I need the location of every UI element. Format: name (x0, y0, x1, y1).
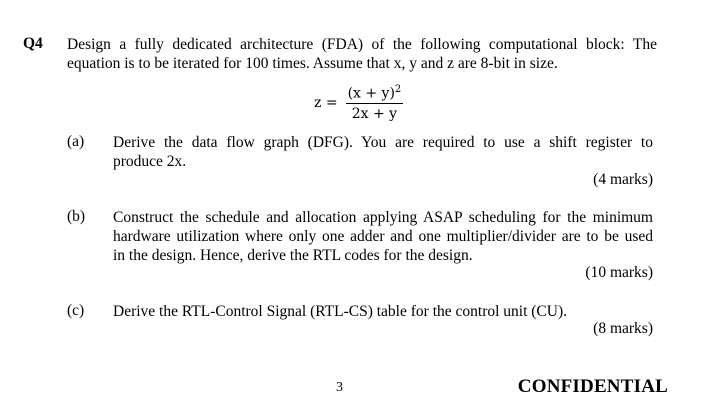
equation-numerator (346, 84, 404, 105)
part-b-line: Construct the schedule and allocation applying ASAP scheduling for the minimum (113, 209, 653, 226)
part-c-label: (c) (67, 302, 85, 319)
equation-exponent: 2 (394, 83, 402, 95)
part-b-line: in the design. Hence, derive the RTL codes for the design. (113, 247, 473, 264)
equation-lhs: z = (314, 95, 338, 111)
question-number: Q4 (23, 35, 43, 52)
part-a-label: (a) (67, 133, 85, 150)
part-c-line: Derive the RTL-Control Signal (RTL-CS) table for the control unit (CU). (113, 303, 568, 320)
question-intro (67, 35, 657, 73)
page-number: 3 (336, 380, 343, 395)
part-a-text (113, 133, 653, 171)
part-b-text (113, 208, 653, 265)
equation (314, 82, 403, 124)
part-c-text (113, 302, 653, 321)
part-a-line: Derive the data flow graph (DFG). You are required to use a shift register to (113, 134, 653, 151)
confidential-label: CONFIDENTIAL (517, 376, 668, 397)
equation-denominator: 2x + y (351, 106, 398, 123)
part-b-marks: (10 marks) (585, 264, 653, 281)
equation-numerator-base: (x + y) (347, 85, 395, 102)
part-a-marks: (4 marks) (593, 171, 653, 188)
part-b-label: (b) (67, 208, 86, 225)
equation-fraction (346, 84, 404, 123)
part-a-line: produce 2x. (113, 153, 187, 170)
question-intro-line: Design a fully dedicated architecture (FDA) of the following computational block: The (67, 36, 657, 53)
question-intro-line: equation is to be iterated for 100 times. Assume that x, y and z are 8-bit in size. (67, 55, 558, 72)
part-b-line: hardware utilization where only one adder and one multiplier/divider are to be used (113, 228, 653, 245)
part-c-marks: (8 marks) (593, 320, 653, 337)
